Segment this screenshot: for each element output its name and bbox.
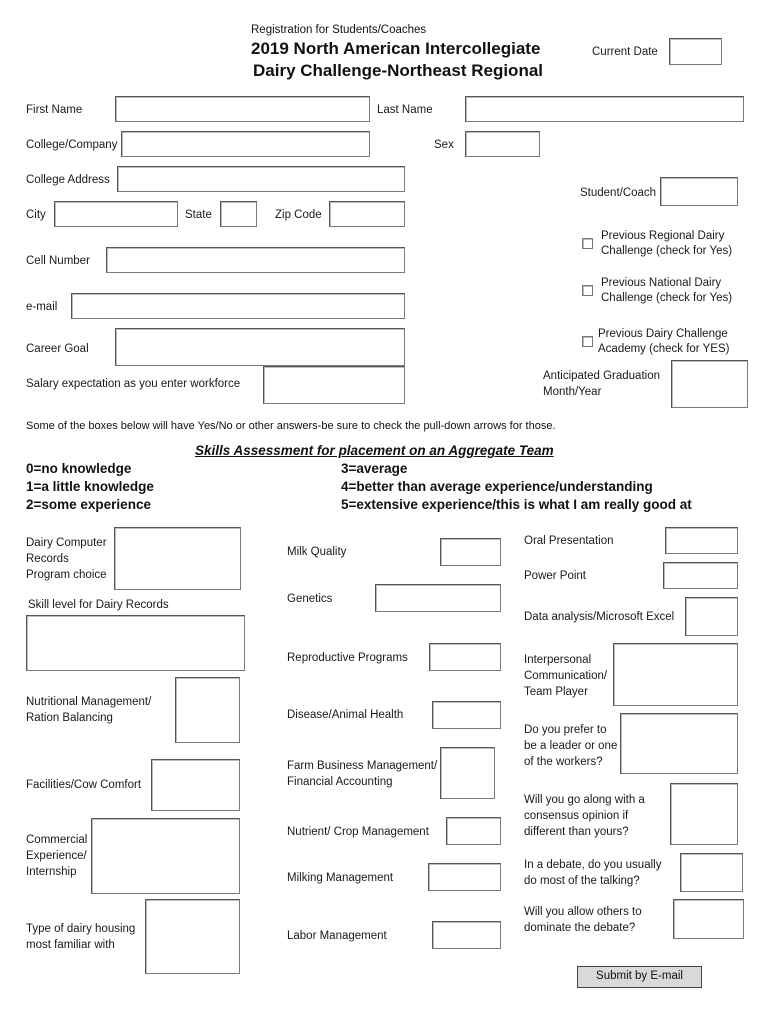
dairy-records-label-2: Records (26, 553, 69, 565)
scale-1: 1=a little knowledge (26, 479, 154, 494)
disease-label: Disease/Animal Health (287, 709, 404, 721)
email-field[interactable] (71, 293, 405, 319)
leader-field[interactable] (620, 713, 738, 774)
form-subtitle: Registration for Students/Coaches (251, 24, 427, 36)
labor-field[interactable] (432, 921, 501, 949)
zip-code-field[interactable] (329, 201, 405, 227)
nutrient-label: Nutrient/ Crop Management (287, 826, 429, 838)
last-name-field[interactable] (465, 96, 744, 122)
city-field[interactable] (54, 201, 178, 227)
email-label: e-mail (26, 301, 58, 313)
milk-quality-field[interactable] (440, 538, 501, 566)
prev-academy-label-1: Previous Dairy Challenge (598, 328, 728, 340)
salary-label: Salary expectation as you enter workforce (26, 378, 241, 390)
consensus-label-1: Will you go along with a (524, 794, 645, 806)
interpersonal-label-2: Communication/ (524, 670, 608, 682)
graduation-label-2: Month/Year (543, 386, 602, 398)
form-title-line1: 2019 North American Intercollegiate (251, 39, 541, 58)
interpersonal-label-3: Team Player (524, 686, 588, 698)
farm-business-label-1: Farm Business Management/ (287, 760, 438, 772)
disease-field[interactable] (432, 701, 501, 729)
nutrition-label-1: Nutritional Management/ (26, 696, 152, 708)
farm-business-label-2: Financial Accounting (287, 776, 393, 788)
scale-3: 3=average (341, 461, 408, 476)
leader-label-2: be a leader or one (524, 740, 618, 752)
state-field[interactable] (220, 201, 257, 227)
student-coach-label: Student/Coach (580, 187, 657, 199)
consensus-field[interactable] (670, 783, 738, 845)
debate-label-2: do most of the talking? (524, 875, 640, 887)
facilities-field[interactable] (151, 759, 240, 811)
leader-label-3: of the workers? (524, 756, 603, 768)
reproductive-label: Reproductive Programs (287, 652, 408, 664)
farm-business-field[interactable] (440, 747, 495, 799)
prev-national-label-1: Previous National Dairy (601, 277, 722, 289)
prev-national-label-2: Challenge (check for Yes) (601, 292, 733, 304)
debate-label-1: In a debate, do you usually (524, 859, 662, 871)
nutrition-label-2: Ration Balancing (26, 712, 113, 724)
prev-academy-checkbox[interactable] (582, 336, 593, 347)
form-title-line2: Dairy Challenge-Northeast Regional (253, 61, 544, 80)
commercial-label-2: Experience/ (26, 850, 87, 862)
dairy-records-label-1: Dairy Computer (26, 537, 107, 549)
debate-field[interactable] (680, 853, 743, 892)
data-analysis-label: Data analysis/Microsoft Excel (524, 611, 675, 623)
scale-5: 5=extensive experience/this is what I am really good at (341, 497, 692, 512)
commercial-field[interactable] (91, 818, 240, 894)
cell-number-field[interactable] (106, 247, 405, 273)
college-company-label: College/Company (26, 139, 118, 151)
college-address-field[interactable] (117, 166, 405, 192)
housing-label-1: Type of dairy housing (26, 923, 136, 935)
nutrition-field[interactable] (175, 677, 240, 743)
reproductive-field[interactable] (429, 643, 501, 671)
graduation-field[interactable] (671, 360, 748, 408)
housing-field[interactable] (145, 899, 240, 974)
scale-4: 4=better than average experience/understanding (341, 479, 653, 494)
city-label: City (26, 209, 46, 221)
last-name-label: Last Name (377, 104, 433, 116)
consensus-label-3: different than yours? (524, 826, 629, 838)
dairy-records-label-3: Program choice (26, 569, 107, 581)
genetics-label: Genetics (287, 593, 333, 605)
prev-national-checkbox[interactable] (582, 285, 593, 296)
graduation-label-1: Anticipated Graduation (543, 370, 660, 382)
milking-field[interactable] (428, 863, 501, 891)
career-goal-field[interactable] (115, 328, 405, 366)
dominate-field[interactable] (673, 899, 744, 939)
facilities-label: Facilities/Cow Comfort (26, 779, 142, 791)
dominate-label-2: dominate the debate? (524, 922, 636, 934)
salary-field[interactable] (263, 366, 405, 404)
oral-label: Oral Presentation (524, 535, 614, 547)
milk-quality-label: Milk Quality (287, 546, 347, 558)
pulldown-note: Some of the boxes below will have Yes/No or other answers-be sure to check the pull-down arrows for those. (26, 420, 556, 432)
first-name-label: First Name (26, 104, 83, 116)
college-company-field[interactable] (121, 131, 370, 157)
sex-field[interactable] (465, 131, 540, 157)
commercial-label-1: Commercial (26, 834, 88, 846)
prev-regional-checkbox[interactable] (582, 238, 593, 249)
state-label: State (185, 209, 212, 221)
prev-regional-label-2: Challenge (check for Yes) (601, 245, 733, 257)
oral-field[interactable] (665, 527, 738, 554)
interpersonal-field[interactable] (613, 643, 738, 706)
current-date-label: Current Date (592, 46, 658, 58)
scale-2: 2=some experience (26, 497, 151, 512)
scale-0: 0=no knowledge (26, 461, 132, 476)
consensus-label-2: consensus opinion if (524, 810, 629, 822)
powerpoint-field[interactable] (663, 562, 738, 589)
prev-regional-label-1: Previous Regional Dairy (601, 230, 725, 242)
powerpoint-label: Power Point (524, 570, 587, 582)
zip-code-label: Zip Code (275, 209, 322, 221)
genetics-field[interactable] (375, 584, 501, 612)
skill-level-records-field[interactable] (26, 615, 245, 671)
leader-label-1: Do you prefer to (524, 724, 607, 736)
skills-heading: Skills Assessment for placement on an Aggregate Team (195, 443, 554, 458)
nutrient-field[interactable] (446, 817, 501, 845)
interpersonal-label-1: Interpersonal (524, 654, 592, 666)
dominate-label-1: Will you allow others to (524, 906, 642, 918)
sex-label: Sex (434, 139, 454, 151)
prev-academy-label-2: Academy (check for YES) (598, 343, 730, 355)
cell-number-label: Cell Number (26, 255, 90, 267)
current-date-field[interactable] (669, 38, 722, 65)
commercial-label-3: Internship (26, 866, 77, 878)
skill-level-records-label: Skill level for Dairy Records (28, 599, 169, 611)
labor-label: Labor Management (287, 930, 387, 942)
student-coach-field[interactable] (660, 177, 738, 206)
submit-email-button[interactable]: Submit by E-mail (577, 966, 702, 988)
milking-label: Milking Management (287, 872, 394, 884)
career-goal-label: Career Goal (26, 343, 89, 355)
college-address-label: College Address (26, 174, 110, 186)
dairy-records-field[interactable] (114, 527, 241, 590)
housing-label-2: most familiar with (26, 939, 115, 951)
first-name-field[interactable] (115, 96, 370, 122)
data-analysis-field[interactable] (685, 597, 738, 636)
